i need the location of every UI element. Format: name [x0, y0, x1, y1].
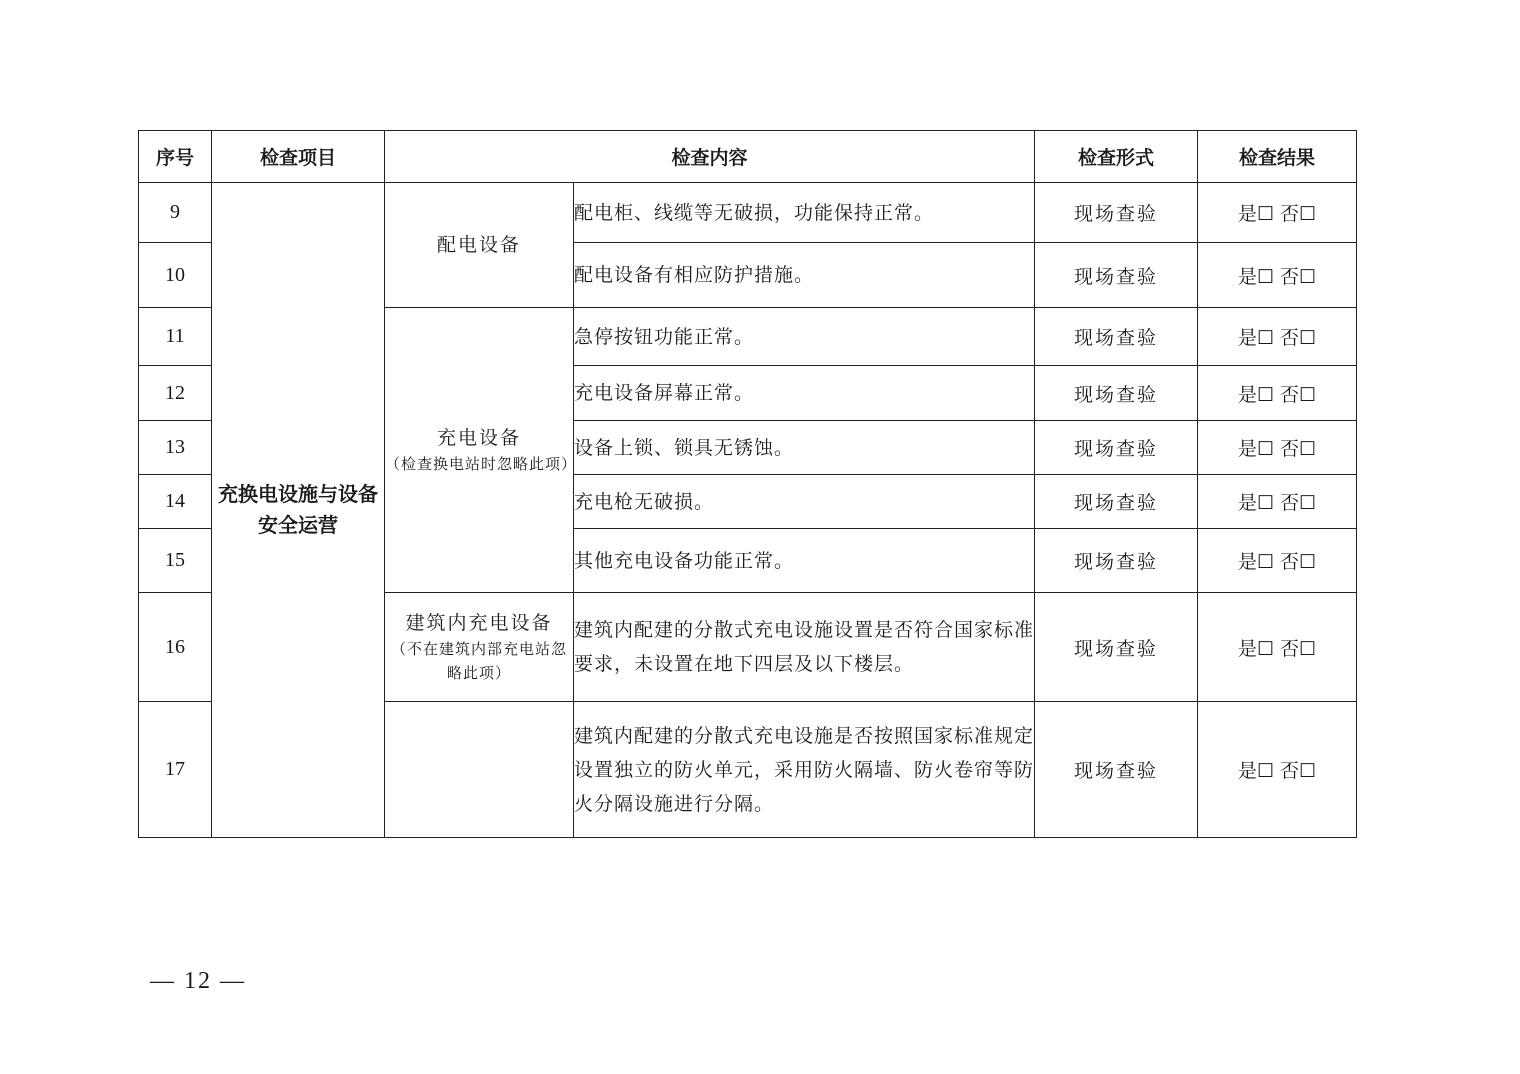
group-empty-cell — [385, 702, 574, 838]
yes-label: 是 — [1237, 551, 1257, 573]
group-label: 建筑内充电设备 — [405, 612, 553, 634]
row-number: 10 — [139, 243, 212, 308]
row-form: 现场查验 — [1035, 529, 1198, 593]
yes-label: 是 — [1237, 203, 1257, 225]
row-number: 17 — [139, 702, 212, 838]
yes-checkbox[interactable]: ☐ — [1256, 492, 1274, 514]
yes-checkbox[interactable]: ☐ — [1256, 760, 1274, 782]
no-label: 否 — [1280, 637, 1300, 660]
row-form: 现场查验 — [1035, 366, 1198, 421]
no-checkbox[interactable]: ☐ — [1299, 760, 1317, 782]
row-number: 15 — [139, 529, 212, 593]
group-charging — [385, 308, 578, 593]
yes-checkbox[interactable]: ☐ — [1256, 203, 1274, 225]
row-result — [1198, 243, 1357, 308]
row-result — [1198, 529, 1357, 593]
row-number: 11 — [139, 308, 212, 366]
row-form: 现场查验 — [1035, 308, 1198, 366]
no-label: 否 — [1280, 203, 1300, 225]
row-number: 9 — [139, 183, 212, 243]
group-label: 充电设备 — [436, 427, 521, 449]
row-result — [1198, 421, 1357, 475]
no-checkbox[interactable]: ☐ — [1299, 265, 1317, 288]
no-label: 否 — [1280, 438, 1300, 460]
header-item: 检查项目 — [212, 131, 385, 183]
header-no: 序号 — [139, 131, 212, 183]
no-checkbox[interactable]: ☐ — [1299, 327, 1317, 349]
row-form: 现场查验 — [1035, 475, 1198, 529]
row-content: 急停按钮功能正常。 — [574, 308, 1035, 366]
row-number: 16 — [139, 593, 212, 702]
yes-label: 是 — [1237, 327, 1257, 349]
no-label: 否 — [1280, 492, 1300, 514]
no-label: 否 — [1280, 265, 1300, 288]
no-checkbox[interactable]: ☐ — [1299, 383, 1317, 406]
yes-checkbox[interactable]: ☐ — [1256, 327, 1274, 349]
row-result — [1198, 593, 1357, 702]
row-form: 现场查验 — [1035, 593, 1198, 702]
row-result — [1198, 183, 1357, 243]
yes-checkbox[interactable]: ☐ — [1256, 551, 1274, 573]
no-label: 否 — [1280, 327, 1300, 349]
main-inspection-item: 充换电设施与设备安全运营 — [212, 183, 385, 838]
row-content: 充电设备屏幕正常。 — [574, 366, 1035, 421]
row-content: 设备上锁、锁具无锈蚀。 — [574, 421, 1035, 475]
row-form: 现场查验 — [1035, 183, 1198, 243]
yes-checkbox[interactable]: ☐ — [1256, 637, 1274, 660]
group-label: 配电设备 — [436, 234, 521, 256]
group-note: （不在建筑内部充电站忽略此项） — [390, 640, 567, 682]
row-content: 配电柜、线缆等无破损，功能保持正常。 — [574, 183, 1035, 243]
group-building — [385, 593, 574, 702]
group-note: （检查换电站时忽略此项） — [385, 455, 578, 473]
yes-label: 是 — [1237, 492, 1257, 514]
yes-checkbox[interactable]: ☐ — [1256, 438, 1274, 460]
table-header-row — [139, 131, 1357, 183]
no-checkbox[interactable]: ☐ — [1299, 637, 1317, 660]
row-form: 现场查验 — [1035, 243, 1198, 308]
no-checkbox[interactable]: ☐ — [1299, 203, 1317, 225]
yes-label: 是 — [1237, 265, 1257, 288]
row-form: 现场查验 — [1035, 702, 1198, 838]
row-result — [1198, 702, 1357, 838]
group-distribution — [385, 183, 574, 308]
yes-checkbox[interactable]: ☐ — [1256, 383, 1274, 406]
row-number: 13 — [139, 421, 212, 475]
no-label: 否 — [1280, 551, 1300, 573]
yes-label: 是 — [1237, 760, 1257, 782]
table-row — [139, 183, 1357, 243]
row-result — [1198, 475, 1357, 529]
row-content: 充电枪无破损。 — [574, 475, 1035, 529]
page-number: — 12 — — [150, 968, 246, 994]
yes-label: 是 — [1237, 637, 1257, 660]
yes-label: 是 — [1237, 438, 1257, 460]
no-label: 否 — [1280, 383, 1300, 406]
row-content: 建筑内配建的分散式充电设施设置是否符合国家标准要求，未设置在地下四层及以下楼层。 — [574, 593, 1035, 702]
header-form: 检查形式 — [1035, 131, 1198, 183]
row-content: 配电设备有相应防护措施。 — [574, 243, 1035, 308]
no-checkbox[interactable]: ☐ — [1299, 551, 1317, 573]
yes-checkbox[interactable]: ☐ — [1256, 265, 1274, 288]
row-result — [1198, 308, 1357, 366]
row-form: 现场查验 — [1035, 421, 1198, 475]
yes-label: 是 — [1237, 383, 1257, 406]
no-label: 否 — [1280, 760, 1300, 782]
header-content: 检查内容 — [385, 131, 1035, 183]
inspection-table — [138, 130, 1357, 838]
row-number: 12 — [139, 366, 212, 421]
no-checkbox[interactable]: ☐ — [1299, 438, 1317, 460]
header-result: 检查结果 — [1198, 131, 1357, 183]
row-result — [1198, 366, 1357, 421]
row-number: 14 — [139, 475, 212, 529]
no-checkbox[interactable]: ☐ — [1299, 492, 1317, 514]
row-content: 建筑内配建的分散式充电设施是否按照国家标准规定设置独立的防火单元，采用防火隔墙、防火卷帘等防火分隔设施进行分隔。 — [574, 702, 1035, 838]
row-content: 其他充电设备功能正常。 — [574, 529, 1035, 593]
